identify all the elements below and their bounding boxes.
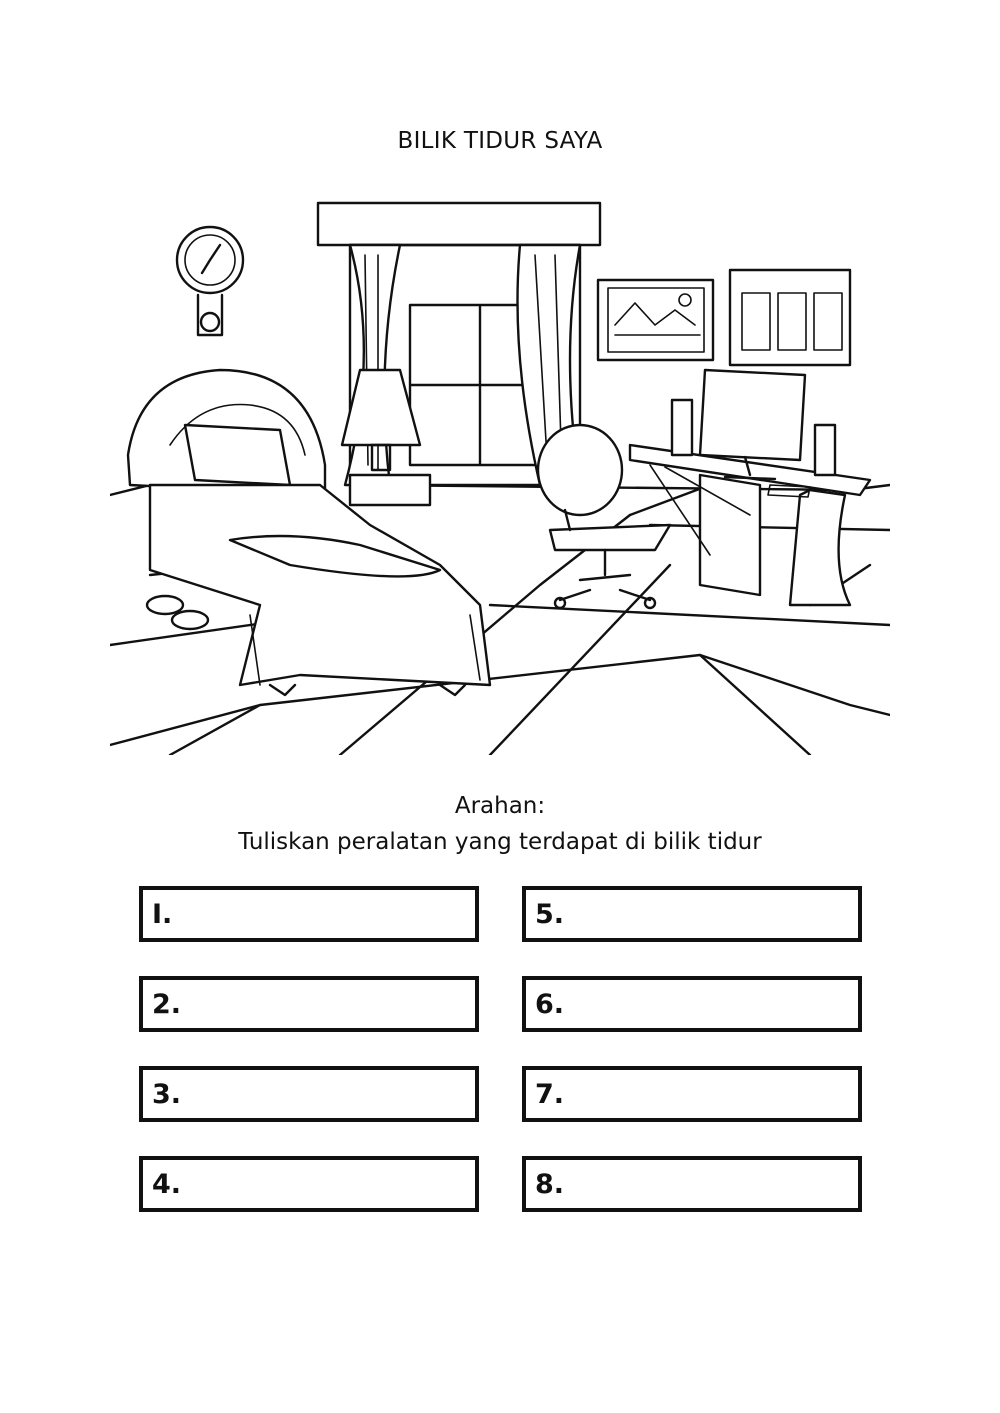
- instructions-text: Tuliskan peralatan yang terdapat di bilik tidur: [238, 829, 762, 855]
- answer-number: I.: [152, 899, 173, 930]
- picture-frame: [598, 280, 713, 360]
- answer-box-8[interactable]: [522, 1156, 862, 1212]
- answer-box-5[interactable]: [522, 886, 862, 942]
- answer-number: 2.: [152, 989, 182, 1020]
- answer-number: 8.: [535, 1169, 565, 1200]
- worksheet-title: BILIK TIDUR SAYA: [397, 128, 603, 154]
- answer-box-6[interactable]: [522, 976, 862, 1032]
- answer-number: 7.: [535, 1079, 565, 1110]
- answer-number: 6.: [535, 989, 565, 1020]
- answer-box-3[interactable]: [139, 1066, 479, 1122]
- answer-box-7[interactable]: [522, 1066, 862, 1122]
- answer-number: 5.: [535, 899, 565, 930]
- answer-box-2[interactable]: [139, 976, 479, 1032]
- answer-box-1[interactable]: [139, 886, 479, 942]
- answer-number: 4.: [152, 1169, 182, 1200]
- slippers: [147, 596, 208, 629]
- answer-box-4[interactable]: [139, 1156, 479, 1212]
- instructions-heading: Arahan:: [454, 793, 546, 819]
- table-lamp: [342, 370, 430, 505]
- bedroom-illustration: [110, 185, 890, 755]
- answer-number: 3.: [152, 1079, 182, 1110]
- instructions: [0, 788, 1000, 860]
- wall-clock: [177, 227, 243, 335]
- wall-cabinet: [730, 270, 850, 365]
- bed: [128, 370, 490, 695]
